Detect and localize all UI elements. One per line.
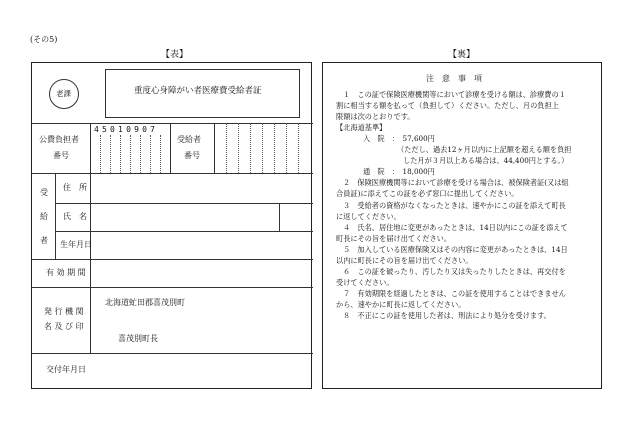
note-line: 割に相当する額を払って（負担して）ください。ただし、月の負担上 (336, 101, 559, 110)
note-line: 受けてください。 (336, 278, 394, 287)
payer-label-2: 番号 (53, 151, 69, 160)
group-label-1: 受 (40, 188, 48, 197)
name-label: 氏 名 (63, 212, 87, 221)
note-line: に返してください。 (336, 212, 401, 221)
birthdate-label: 生年月日 (60, 240, 92, 249)
issuer-label-2: 名 及 び 印 (44, 322, 84, 331)
digit-sep (100, 135, 101, 173)
rule (32, 123, 313, 124)
rule (170, 123, 171, 173)
note-line: 合員証)に添えてこの証を必ず窓口に提出してください。 (336, 189, 519, 198)
front-section-title: 【表】 (161, 50, 189, 60)
payer-label: 公費負担者 (39, 135, 79, 144)
rule (55, 203, 313, 204)
issuer-name: 喜茂別町長 (118, 334, 158, 343)
note-line: ２ 保険医療機関等において診療を受ける場合は、被保険者証(又は組 (343, 178, 569, 187)
back-section-title: 【裏】 (448, 50, 476, 60)
note-line: 町長にその旨を届け出てください。 (336, 234, 452, 243)
front-card (31, 62, 312, 389)
rule (90, 123, 91, 353)
note-line: から、速やかに町長に返してください。 (336, 300, 466, 309)
validity-label: 有 効 期 間 (46, 268, 86, 277)
digit-sep (140, 135, 141, 173)
issuer-address: 北海道虻田郡喜茂別町 (105, 298, 185, 307)
rule (32, 287, 313, 288)
digit-sep (298, 123, 299, 173)
rule (32, 173, 313, 174)
digit-sep (160, 135, 161, 173)
rule (214, 123, 215, 173)
digit-sep (110, 135, 111, 173)
group-label-3: 者 (40, 236, 48, 245)
note-line: 【北海道基準】 (336, 123, 387, 132)
group-label-2: 給 (40, 212, 48, 221)
rule (32, 353, 313, 354)
digit-sep (130, 135, 131, 173)
rule (55, 231, 313, 232)
recipient-label: 受給者 (177, 135, 201, 144)
rule (55, 173, 56, 259)
recipient-label-2: 番号 (184, 151, 200, 160)
digit-sep (262, 123, 263, 173)
note-line: ４ 氏名、居住地に変更があったときは、14日以内にこの証を添えて (343, 223, 568, 232)
note-line: ７ 有効期限を経過したときは、この証を使用することはできません (343, 289, 566, 298)
note-line: した月が３月以上ある場合は、44,400円とする。） (403, 156, 569, 165)
note-line: ５ 加入している医療保険又はその内容に変更があったときは、14日 (343, 245, 568, 254)
note-line: （ただし、過去12ヶ月以内に上記額を超える額を負担 (397, 145, 572, 154)
note-line: １ この証で保険医療機関等において診療を受ける額は、診療費の１ (343, 90, 566, 99)
payer-number: 45010907 (94, 125, 159, 134)
note-line: ６ この証を破ったり、汚したり又は失ったりしたときは、再交付を (343, 267, 566, 276)
address-label: 住 所 (63, 183, 87, 192)
note-line: 以内に町長にその旨を届け出てください。 (336, 256, 473, 265)
note-line: ８ 不正にこの証を使用した者は、刑法により処分を受けます。 (343, 311, 551, 320)
notes-title: 注 意 事 項 (426, 74, 482, 83)
note-line: 限額は次のとおりです。 (336, 112, 415, 121)
digit-sep (286, 123, 287, 173)
issuer-label: 発 行 機 関 (44, 307, 84, 316)
digit-sep (250, 123, 251, 173)
back-card (322, 62, 602, 389)
digit-sep (274, 123, 275, 173)
page-label: (その5) (30, 35, 58, 44)
rule (279, 203, 280, 231)
note-line: 入 院 ： 57,600円 (363, 134, 435, 143)
note-line: 通 院 ： 18,000円 (363, 167, 435, 176)
note-line: ３ 受給者の資格がなくなったときは、速やかにこの証を添えて町長 (343, 201, 566, 210)
digit-sep (238, 123, 239, 173)
issue-date-label: 交付年月日 (46, 365, 86, 374)
seal-text: 老課 (56, 89, 71, 98)
digit-sep (150, 135, 151, 173)
digit-sep (120, 135, 121, 173)
digit-sep (226, 123, 227, 173)
rule (32, 259, 313, 260)
card-title: 重度心身障がい者医療費受給者証 (134, 86, 262, 96)
